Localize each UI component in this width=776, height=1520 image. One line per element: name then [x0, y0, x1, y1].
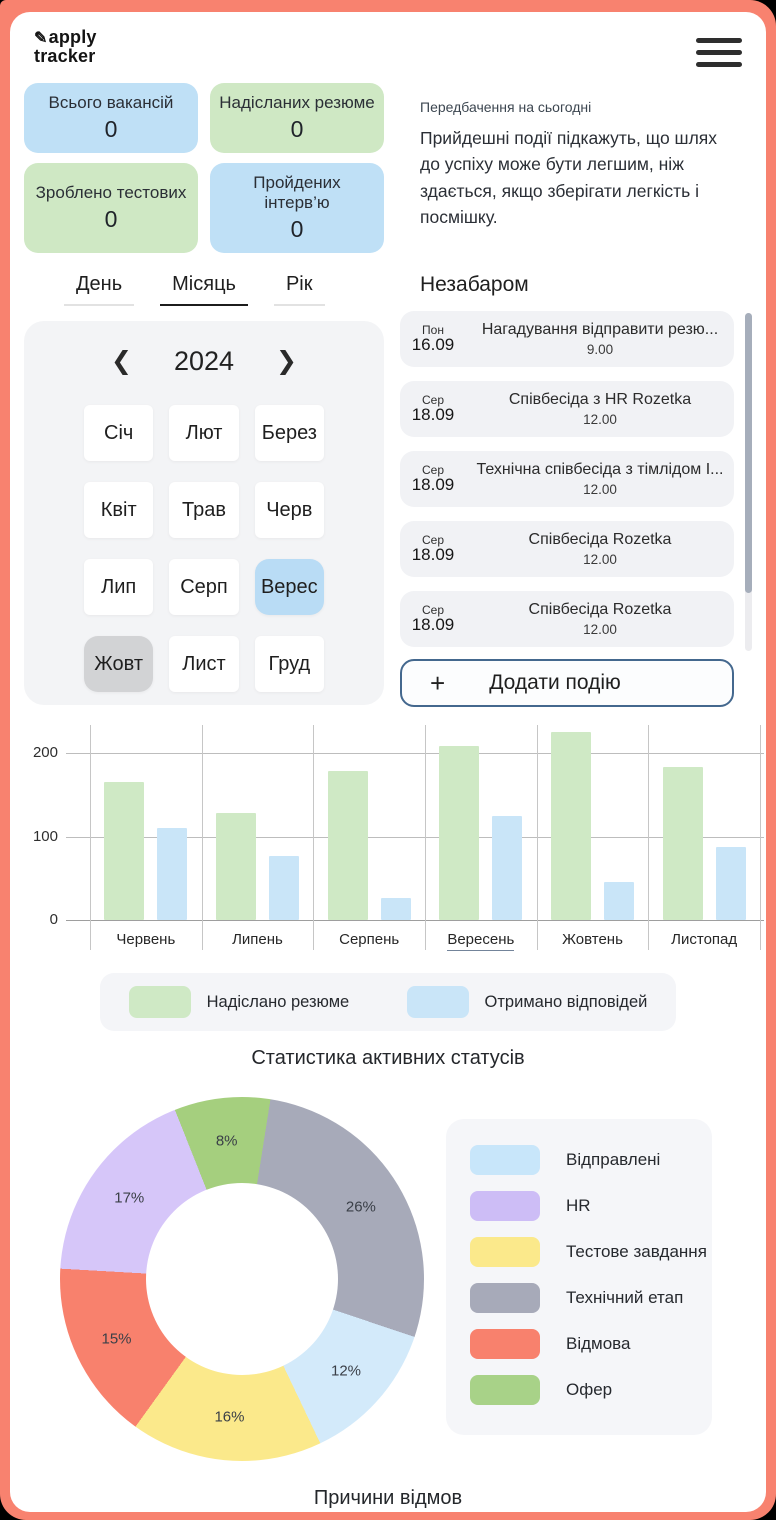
events-wrap: [400, 311, 752, 647]
event-item[interactable]: [400, 591, 734, 647]
event-item[interactable]: [400, 451, 734, 507]
stat-card-label: Зроблено тестових: [35, 183, 187, 202]
events-scrollbar-track: [745, 313, 752, 651]
legend-swatch: [470, 1283, 540, 1313]
logo-line1: ✎apply: [34, 27, 97, 47]
bar-received: [492, 816, 522, 920]
app-logo: [34, 28, 97, 67]
stat-card-label: Всього вакансій: [48, 93, 174, 112]
month-cell[interactable]: Черв: [255, 482, 324, 538]
event-main: [466, 531, 734, 567]
donut-slice-label: 12%: [331, 1362, 362, 1380]
logo-line2: tracker: [34, 46, 96, 67]
plus-icon: +: [430, 667, 446, 698]
stat-card-value: 0: [104, 116, 118, 142]
bar-group: [537, 719, 649, 920]
bar-group: [90, 719, 202, 920]
legend-item: [470, 1191, 712, 1221]
event-item[interactable]: [400, 521, 734, 577]
month-cell[interactable]: Трав: [169, 482, 238, 538]
event-date: 18.09: [411, 405, 455, 424]
stat-card-value: 0: [104, 206, 118, 232]
prediction-title: Передбачення на сьогодні: [420, 99, 592, 115]
legend-label: Відмова: [566, 1334, 631, 1353]
event-title: Технічна співбесіда з тімлідом І...: [476, 461, 724, 478]
event-main: [466, 391, 734, 427]
bar-chart-legend: [100, 973, 676, 1031]
donut-chart: [60, 1097, 424, 1461]
x-axis-label: Червень: [116, 931, 176, 948]
event-date: 18.09: [411, 615, 455, 634]
stat-card: [210, 163, 384, 253]
donut-slice-label: 26%: [345, 1198, 376, 1216]
legend-item: [470, 1237, 712, 1267]
bar-received: [157, 828, 187, 920]
event-title: Співбесіда Rozetka: [528, 531, 672, 548]
legend-swatch: [470, 1237, 540, 1267]
x-axis-label: Вересень: [425, 931, 537, 948]
bar-sent: [663, 767, 703, 920]
legend-item: [407, 986, 648, 1018]
donut-slice-label: 15%: [101, 1330, 132, 1348]
year-nav: [84, 343, 324, 379]
x-axis-label: Липень: [232, 931, 283, 948]
menu-bar-icon: [696, 62, 742, 67]
tab-day[interactable]: День: [64, 265, 134, 306]
donut-slice-label: 8%: [215, 1132, 238, 1150]
month-cell[interactable]: Берез: [255, 405, 324, 461]
prediction-body: Прийдешні події підкажуть, що шлях до успіху може бути легшим, ніж здається, якщо зберігати легкість і посмішку.: [420, 128, 718, 227]
month-cell[interactable]: Січ: [84, 405, 153, 461]
legend-item: [129, 986, 350, 1018]
bar-sent: [328, 771, 368, 920]
legend-label: Тестове завдання: [566, 1242, 707, 1261]
bar-sent: [551, 732, 591, 920]
y-axis-tick: 0: [49, 911, 58, 928]
gridline-v: [760, 725, 761, 950]
status-chart-title: Статистика активних статусів: [251, 1047, 525, 1069]
header: [10, 12, 766, 67]
month-cell[interactable]: Верес: [255, 559, 324, 615]
legend-item: [470, 1145, 712, 1175]
event-date: 18.09: [411, 475, 455, 494]
year-label: 2024: [173, 345, 235, 376]
x-axis-label: Листопад: [671, 931, 738, 948]
event-day: Пон: [422, 323, 444, 337]
bar-group: [648, 719, 760, 920]
x-axis-label: Жовтень: [562, 931, 623, 948]
donut-hole: [146, 1183, 338, 1375]
event-day: Сер: [421, 603, 444, 617]
legend-label: Технічний етап: [566, 1288, 684, 1307]
y-axis-tick: 200: [32, 744, 58, 761]
tab-month[interactable]: Місяць: [160, 265, 248, 306]
legend-label: HR: [566, 1196, 591, 1215]
legend-item: [470, 1283, 712, 1313]
menu-bar-icon: [696, 38, 742, 43]
event-time: 12.00: [583, 482, 617, 497]
add-event-label: Додати подію: [489, 671, 621, 694]
event-date-block: [400, 323, 466, 355]
mid-row: [10, 265, 766, 707]
legend-label: Відправлені: [566, 1150, 661, 1169]
upcoming-title: Незабаром: [420, 273, 529, 296]
bar-sent: [216, 813, 256, 920]
legend-swatch: [470, 1329, 540, 1359]
month-cell[interactable]: Лют: [169, 405, 238, 461]
bar-received: [381, 898, 411, 920]
events-scrollbar[interactable]: [745, 313, 752, 593]
bar-sent: [439, 746, 479, 920]
bar-received: [604, 882, 634, 920]
event-title: Нагадування відправити резю...: [481, 321, 719, 338]
event-date: 16.09: [411, 335, 455, 354]
top-row: [10, 83, 766, 253]
month-cell[interactable]: Лист: [169, 636, 238, 692]
month-grid: [84, 405, 324, 692]
bar-sent: [104, 782, 144, 920]
legend-swatch: [129, 986, 191, 1018]
stat-card: [24, 83, 198, 153]
status-chart-section: [10, 1097, 766, 1469]
tab-year[interactable]: Рік: [274, 265, 325, 306]
event-time: 12.00: [583, 552, 617, 567]
month-cell[interactable]: Серп: [169, 559, 238, 615]
legend-swatch: [470, 1191, 540, 1221]
bar-group: [425, 719, 537, 920]
legend-label: Отримано відповідей: [484, 992, 648, 1011]
legend-label: Надіслано резюме: [206, 992, 350, 1011]
view-tabs: [24, 265, 384, 311]
stat-card-label: Надісланих резюме: [219, 93, 375, 112]
month-cell[interactable]: Жовт: [84, 636, 153, 692]
event-date: 18.09: [411, 545, 455, 564]
event-time: 12.00: [583, 622, 617, 637]
legend-label: Офер: [566, 1380, 613, 1399]
event-title: Співбесіда Rozetka: [528, 601, 672, 618]
event-time: 9.00: [586, 342, 614, 357]
month-cell[interactable]: Груд: [255, 636, 324, 692]
stat-card-label: Пройдених інтерв’ю: [253, 173, 341, 212]
event-date-block: [400, 533, 466, 565]
app-content: [10, 12, 766, 1512]
event-title: Співбесіда з HR Rozetka: [508, 391, 692, 408]
stat-card-value: 0: [290, 116, 304, 142]
month-cell[interactable]: Лип: [84, 559, 153, 615]
next-year-button[interactable]: ❯: [272, 346, 301, 376]
event-date-block: [400, 603, 466, 635]
donut-slice-label: 16%: [214, 1408, 245, 1426]
donut-slice-label: 17%: [114, 1189, 145, 1207]
bar-chart: [10, 719, 766, 959]
stat-card: [210, 83, 384, 153]
legend-swatch: [470, 1145, 540, 1175]
event-item[interactable]: [400, 311, 734, 367]
bar-group: [313, 719, 425, 920]
bar-group: [202, 719, 314, 920]
event-date-block: [400, 393, 466, 425]
event-main: [466, 461, 734, 497]
event-day: Сер: [421, 393, 444, 407]
stat-card-value: 0: [290, 216, 304, 242]
prev-year-button[interactable]: ❮: [107, 346, 136, 376]
event-item[interactable]: [400, 381, 734, 437]
month-cell[interactable]: Квіт: [84, 482, 153, 538]
x-axis-label: Серпень: [339, 931, 400, 948]
event-main: [466, 601, 734, 637]
event-day: Сер: [421, 463, 444, 477]
add-event-button[interactable]: [400, 659, 734, 707]
bar-received: [269, 856, 299, 920]
reasons-title: Причини відмов: [313, 1487, 463, 1509]
legend-swatch: [470, 1375, 540, 1405]
calendar-column: [24, 265, 384, 707]
menu-bar-icon: [696, 50, 742, 55]
upcoming-column: [400, 265, 752, 707]
legend-item: [470, 1375, 712, 1405]
calendar-panel: [24, 321, 384, 705]
legend-item: [470, 1329, 712, 1359]
prediction-card: [400, 83, 752, 253]
gridline-h: [66, 920, 764, 921]
pencil-icon: ✎: [34, 30, 48, 47]
event-time: 12.00: [583, 412, 617, 427]
stats-grid: [24, 83, 384, 253]
event-main: [466, 321, 734, 357]
event-date-block: [400, 463, 466, 495]
event-day: Сер: [421, 533, 444, 547]
status-legend: [446, 1119, 712, 1435]
y-axis-tick: 100: [32, 827, 58, 845]
bar-received: [716, 847, 746, 920]
menu-button[interactable]: [696, 38, 742, 67]
stat-card: [24, 163, 198, 253]
events-list: [400, 311, 734, 647]
legend-swatch: [407, 986, 469, 1018]
